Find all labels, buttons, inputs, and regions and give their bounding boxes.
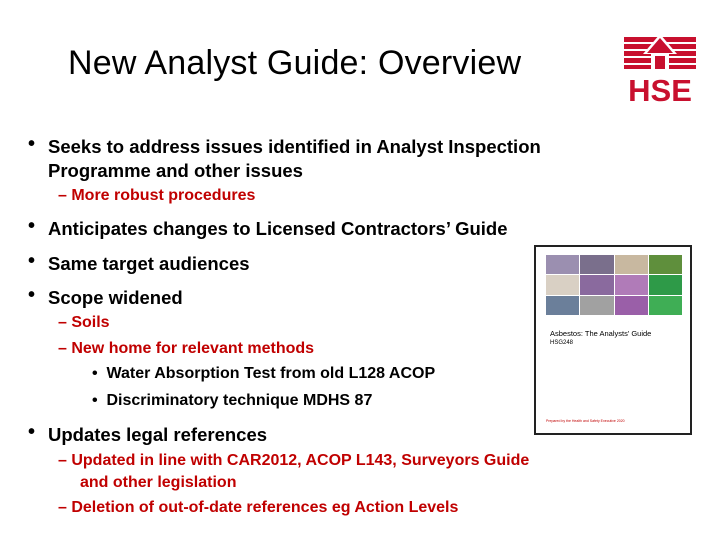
logo-text: HSE xyxy=(628,73,692,104)
cover-photo-mosaic xyxy=(546,255,682,315)
sub-bullet-continuation: and other legislation xyxy=(80,474,237,491)
sub-bullet: – Deletion of out-of-date references eg Action Levels xyxy=(58,499,459,516)
bullet-4: Scope widened xyxy=(48,287,183,308)
bullet-5: Updates legal references xyxy=(48,424,268,445)
sub-sub-bullet: • Discriminatory technique MDHS 87 xyxy=(92,392,373,409)
hse-logo xyxy=(621,34,699,104)
page-title: New Analyst Guide: Overview xyxy=(68,44,522,82)
bullet-dot: • xyxy=(28,215,36,237)
sub-sub-bullet: • Water Absorption Test from old L128 ACOP xyxy=(92,365,436,382)
bullet-dot: • xyxy=(28,284,36,306)
sub-bullet-text: Soils xyxy=(71,314,110,331)
bullet-dot: • xyxy=(28,250,36,272)
cover-footer: Prepared by the Health and Safety Executive 2020 xyxy=(546,419,625,423)
cover-code: HSG248 xyxy=(550,340,574,346)
bullet-3: Same target audiences xyxy=(48,253,250,274)
bullet-dot: • xyxy=(28,421,36,443)
cover-title: Asbestos: The Analysts' Guide xyxy=(550,329,652,338)
sub-sub-bullet-text: Water Absorption Test from old L128 ACOP xyxy=(106,365,436,382)
sub-bullet: – Updated in line with CAR2012, ACOP L143, Surveyors Guide xyxy=(58,452,530,469)
sub-bullet-text: Deletion of out-of-date references eg Action Levels xyxy=(71,499,459,516)
sub-bullet-text: Updated in line with CAR2012, ACOP L143, Surveyors Guide xyxy=(71,452,530,469)
sub-sub-bullet-text: Discriminatory technique MDHS 87 xyxy=(106,392,373,409)
bullet-1-line-2: Programme and other issues xyxy=(48,160,303,181)
sub-bullet-text: More robust procedures xyxy=(71,187,256,204)
sub-bullet: – Soils xyxy=(58,314,110,331)
guide-cover-image xyxy=(534,245,692,435)
sub-bullet: – New home for relevant methods xyxy=(58,340,315,357)
bullet-1-line-1: Seeks to address issues identified in Analyst Inspection xyxy=(48,136,541,157)
bullet-dot: • xyxy=(28,133,36,155)
sub-bullet: – More robust procedures xyxy=(58,187,256,204)
bullet-2: Anticipates changes to Licensed Contractors’ Guide xyxy=(48,218,508,239)
sub-bullet-text: New home for relevant methods xyxy=(71,340,315,357)
